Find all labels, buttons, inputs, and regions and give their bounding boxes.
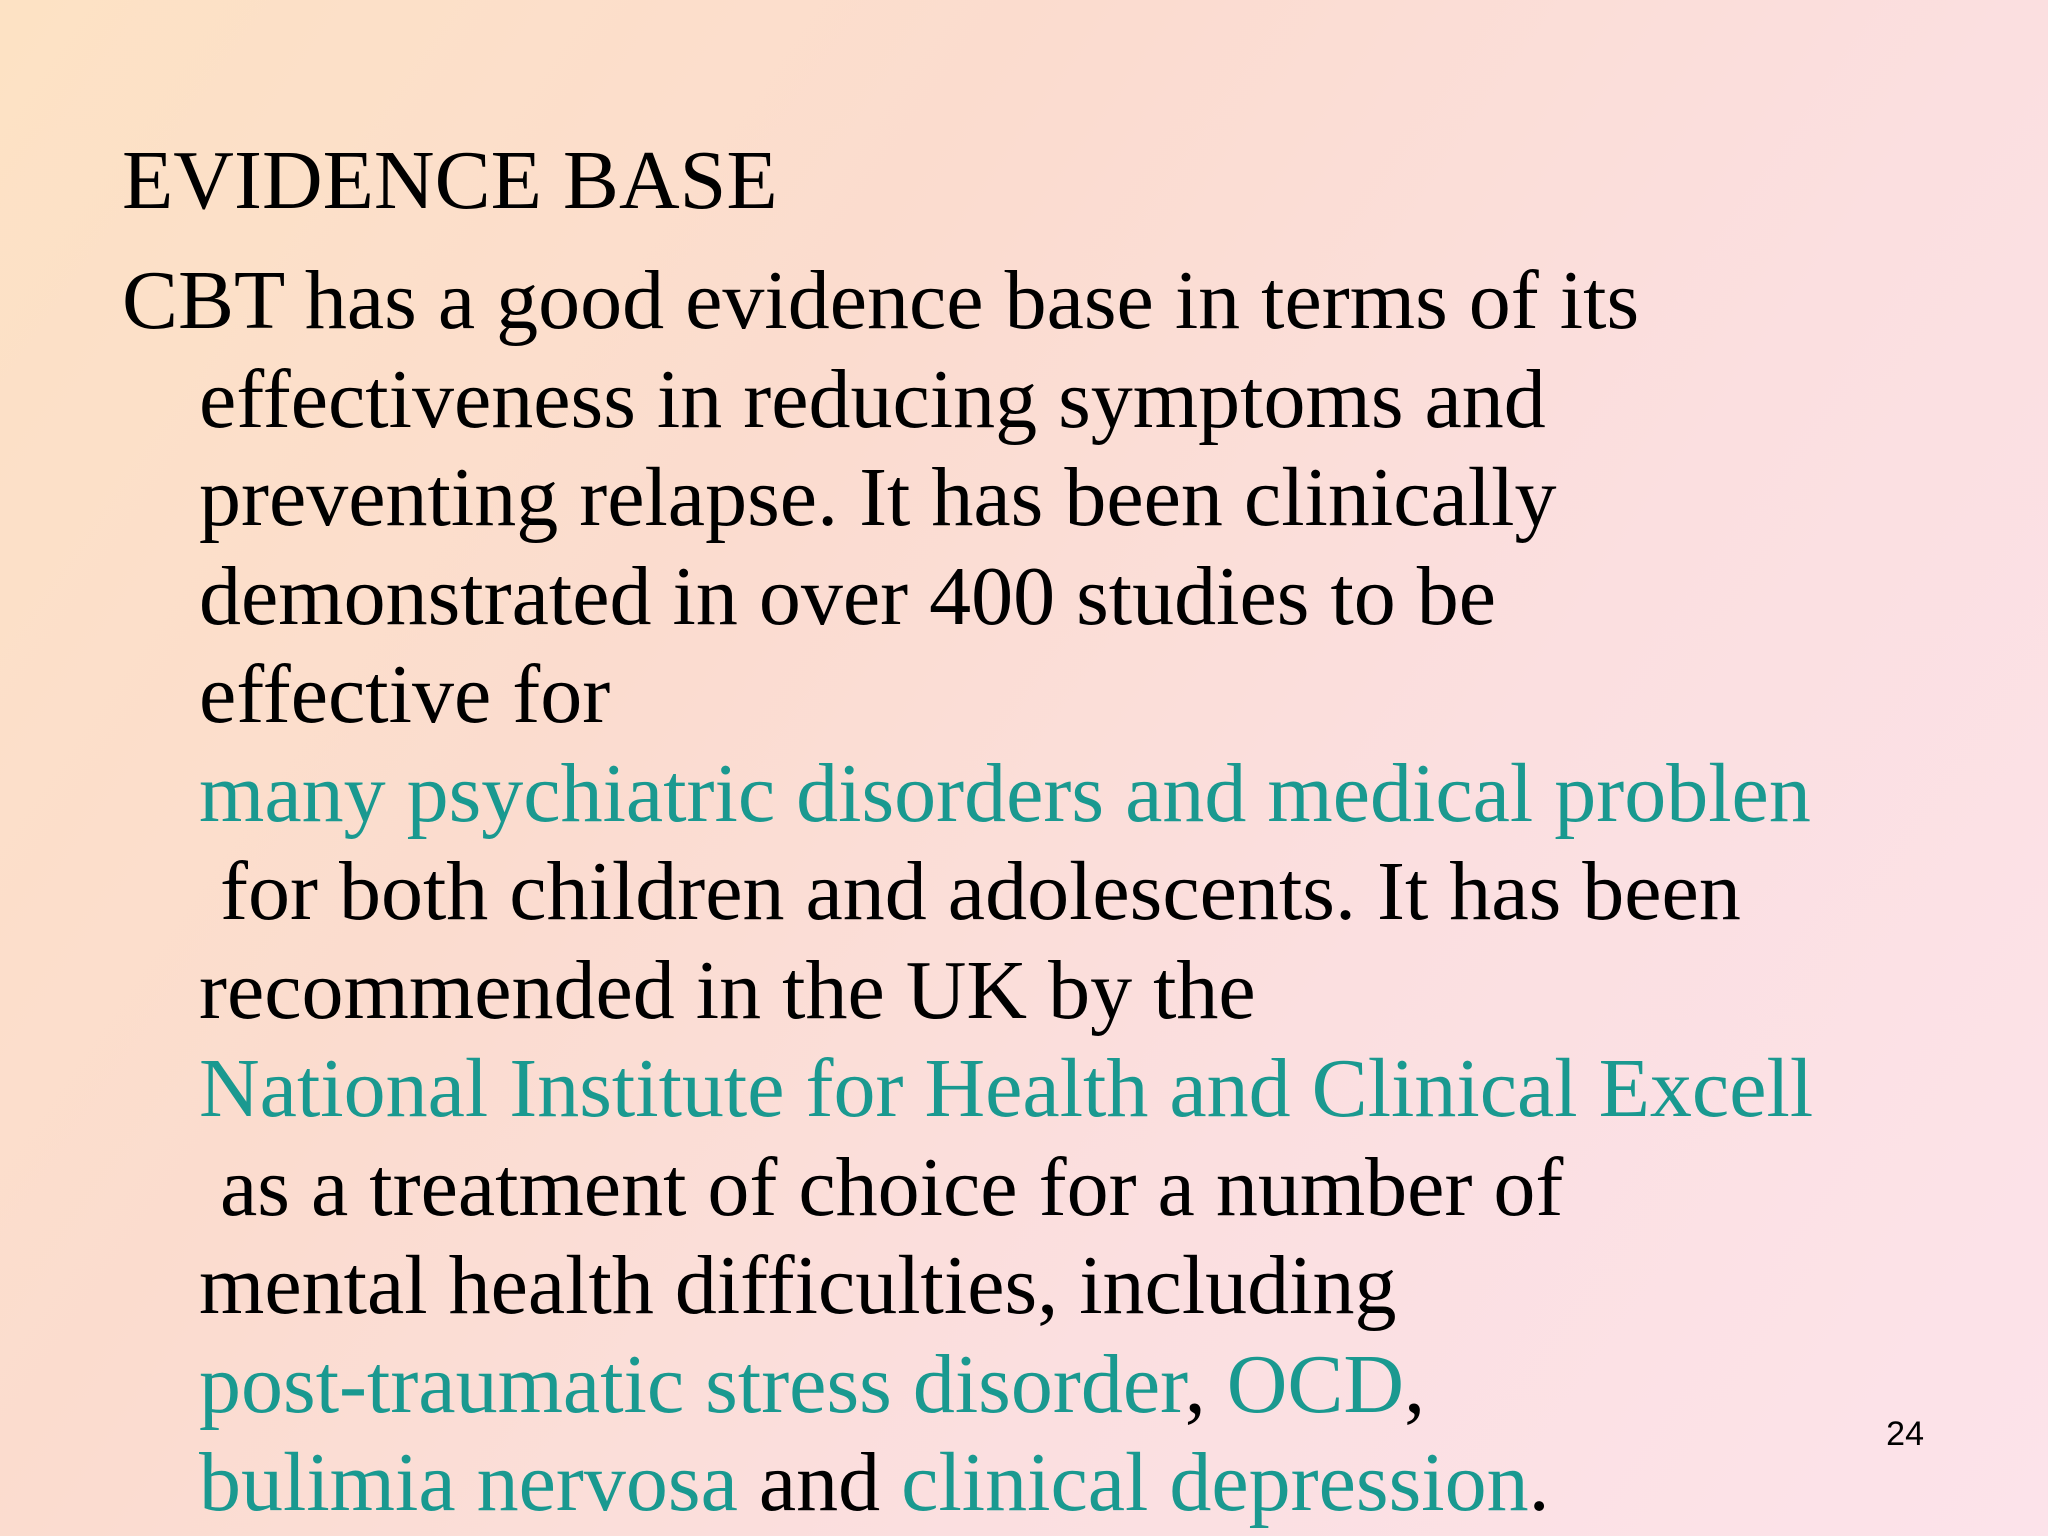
body-line-4: demonstrated in over 400 studies to be [199,549,1497,643]
slide-body [122,252,1942,1533]
nice-link[interactable]: National Institute for Health and Clinical Excell [199,1042,1814,1135]
and-text: and [737,1436,902,1529]
body-line-8: recommended in the UK by the [199,943,1256,1037]
body-line-7 [122,843,1942,942]
body-line-6 [122,745,1942,844]
ocd-link[interactable]: OCD [1226,1337,1405,1431]
body-line-10-text: as a treatment of choice for a number of [199,1140,1564,1234]
body-line-7-text: for both children and adolescents. It has been [199,845,1741,938]
period-end: . [1528,1436,1550,1529]
body-line-11: mental health difficulties, including [199,1239,1397,1332]
body-line-5: effective for [199,648,611,741]
ptsd-link[interactable]: post-traumatic stress disorder [199,1337,1185,1431]
body-line-3: preventing relapse. It has been clinically [199,451,1557,544]
clinical-depression-link[interactable]: clinical depression [901,1436,1529,1529]
comma-separator: , [1184,1337,1227,1431]
body-line-9 [122,1040,1942,1139]
body-line-13 [122,1434,1942,1533]
body-line-2: effectiveness in reducing symptoms and [199,352,1546,446]
bulimia-link[interactable]: bulimia nervosa [199,1436,738,1529]
body-line-12 [122,1336,1942,1435]
body-line-1: CBT has a good evidence base in terms of its [122,254,1640,347]
comma-end: , [1404,1337,1426,1431]
body-line-10 [122,1139,1942,1238]
psychiatric-disorders-link[interactable]: many psychiatric disorders and medical problen [199,746,1811,840]
page-number: 24 [1886,1415,1924,1453]
slide-title: EVIDENCE BASE [122,134,778,227]
